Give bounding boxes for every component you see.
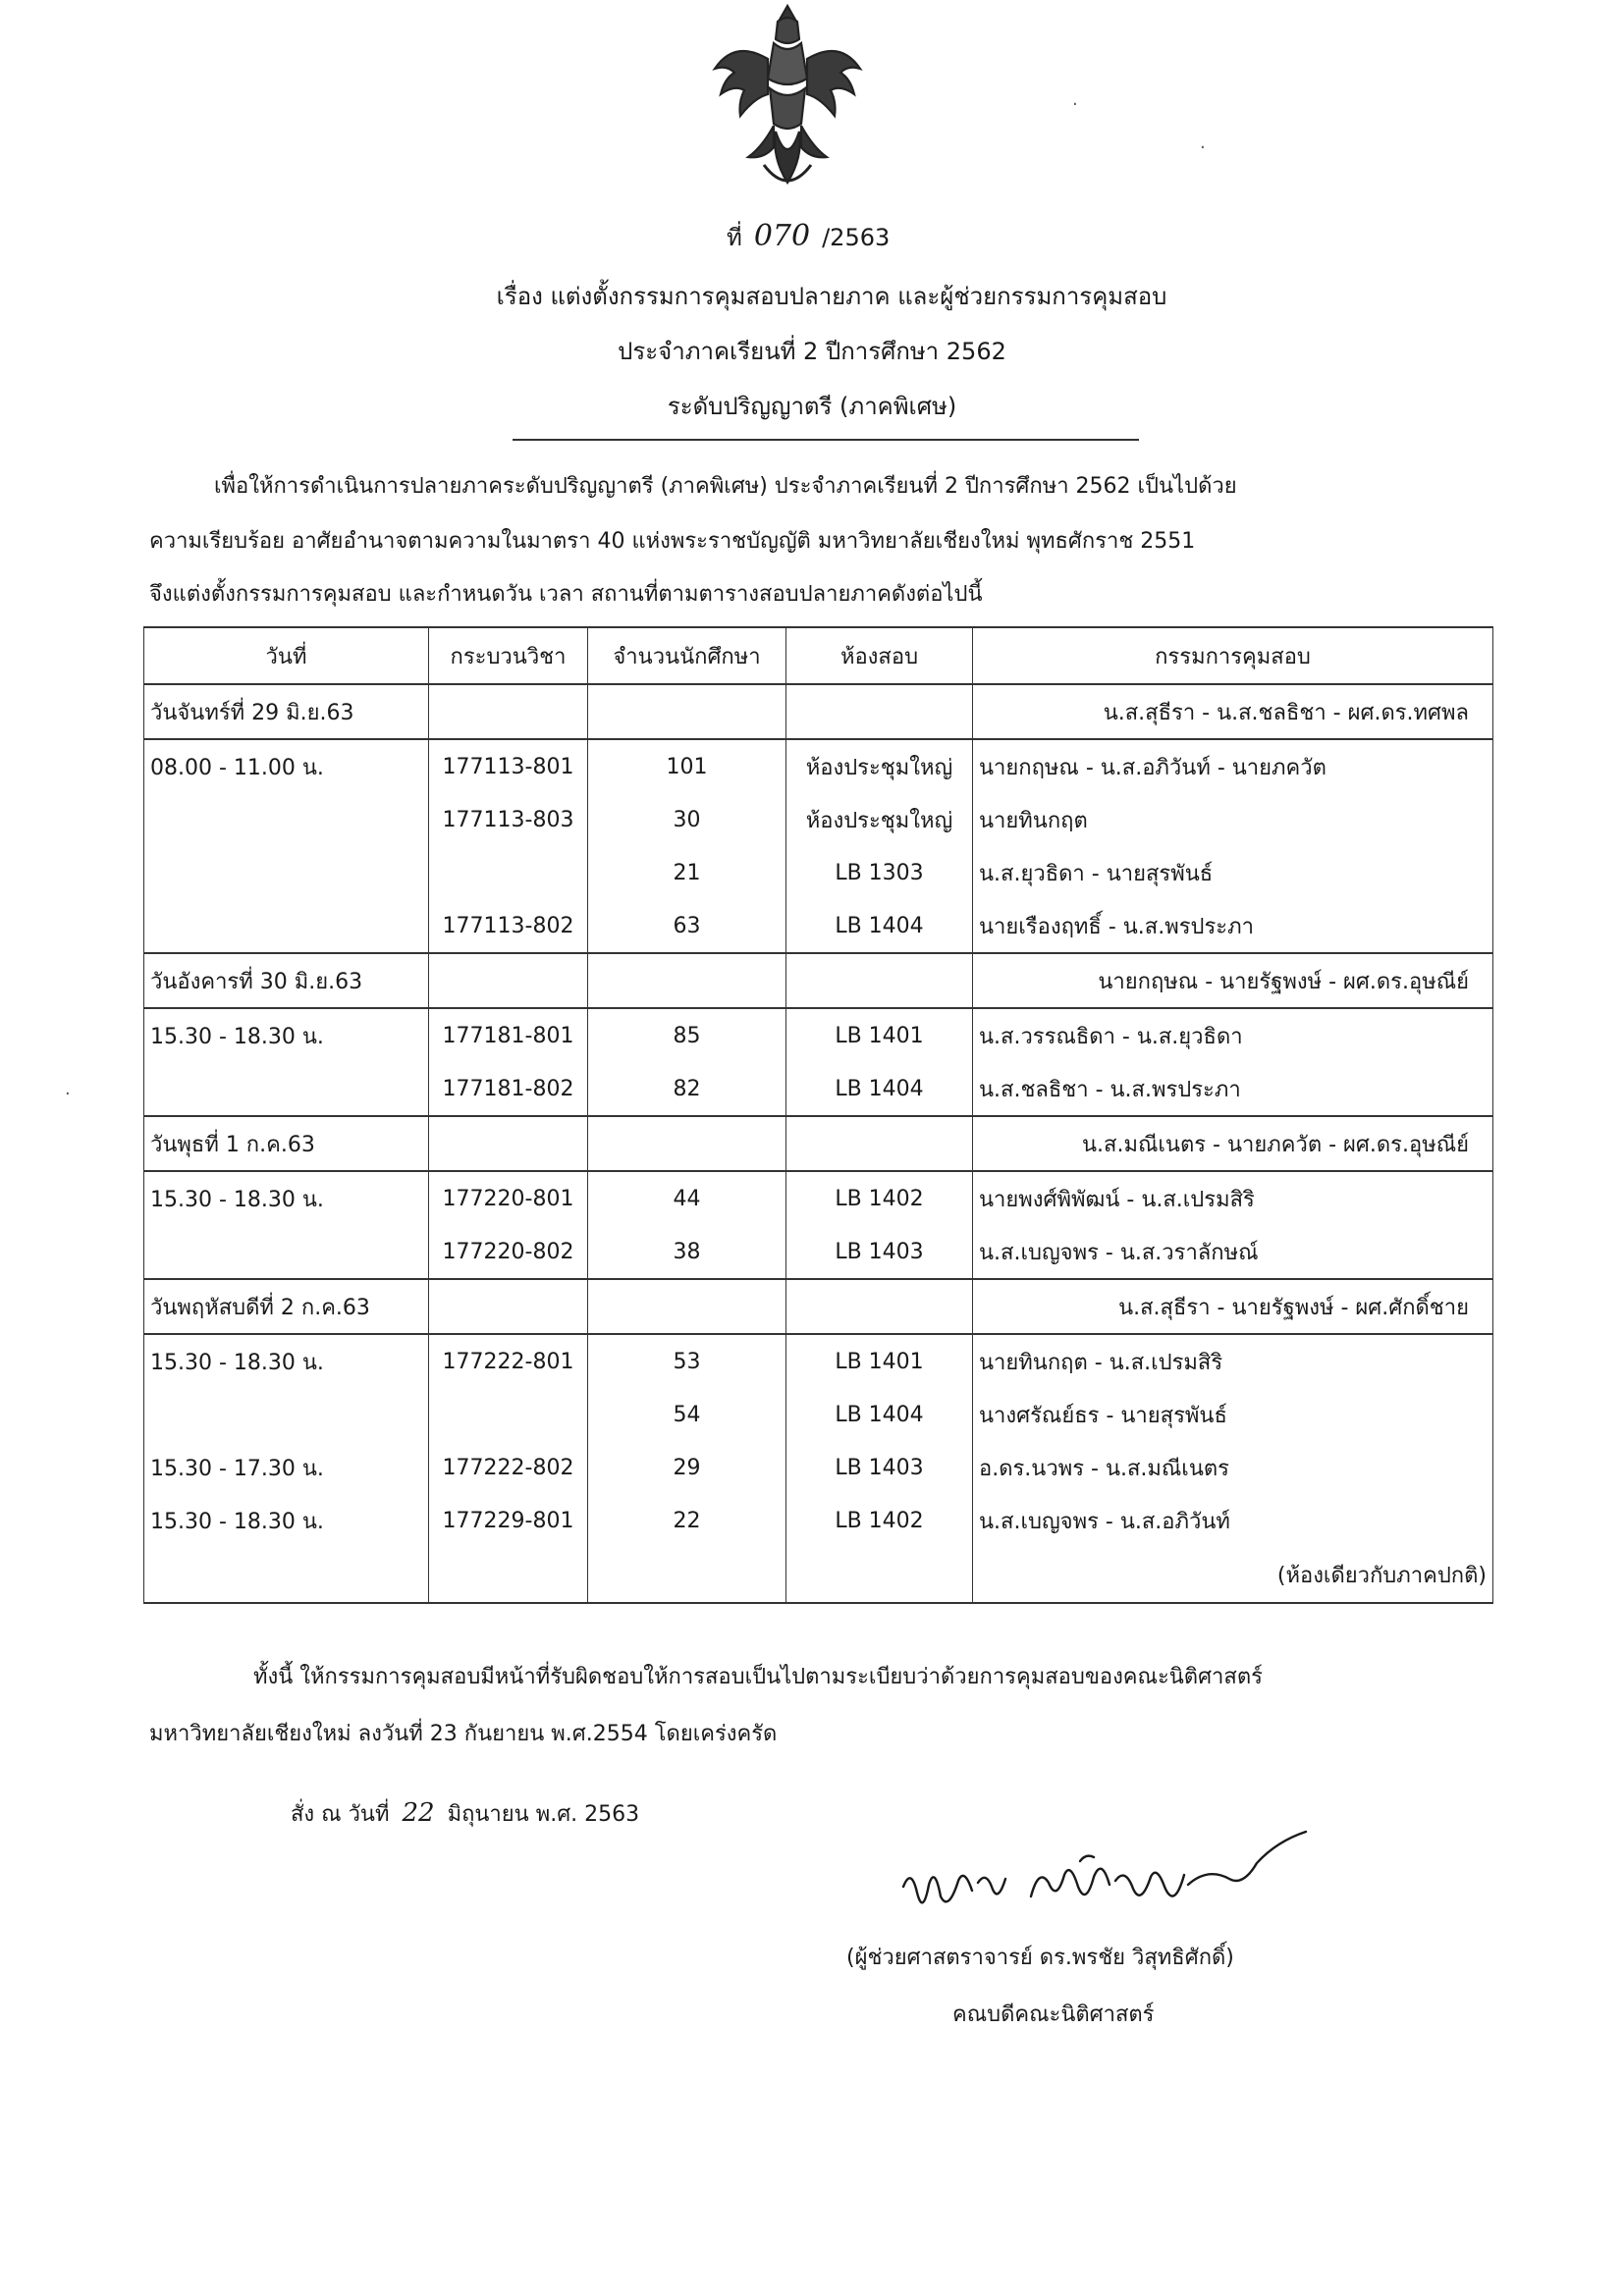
table-row	[144, 1388, 1493, 1441]
given-date	[291, 1796, 639, 1831]
exam-time	[144, 846, 429, 899]
header-divider	[513, 439, 1139, 441]
proctor-names: น.ส.วรรณธิดา - น.ส.ยุวธิดา	[973, 1008, 1493, 1062]
table-note-row	[144, 1547, 1493, 1603]
table-row	[144, 1494, 1493, 1547]
day-label: วันพุธที่ 1 ก.ค.63	[144, 1116, 429, 1171]
exam-room: LB 1404	[786, 899, 973, 953]
proctor-names: น.ส.เบญจพร - น.ส.วราลักษณ์	[973, 1225, 1493, 1279]
student-count: 38	[588, 1225, 786, 1279]
room-note: (ห้องเดียวกับภาคปกติ)	[973, 1547, 1493, 1603]
student-count: 82	[588, 1062, 786, 1116]
course-code: 177113-803	[429, 793, 588, 846]
course-code: 177222-801	[429, 1334, 588, 1388]
student-count: 63	[588, 899, 786, 953]
exam-time	[144, 899, 429, 953]
course-code: 177222-802	[429, 1441, 588, 1494]
course-code: 177181-802	[429, 1062, 588, 1116]
course-code: 177229-801	[429, 1494, 588, 1547]
proctor-names: น.ส.เบญจพร - น.ส.อภิวันท์	[973, 1494, 1493, 1547]
order-number	[727, 218, 890, 256]
exam-room: LB 1303	[786, 846, 973, 899]
table-row	[144, 1008, 1493, 1062]
exam-time	[144, 1225, 429, 1279]
table-row	[144, 1441, 1493, 1494]
day-supervisors: น.ส.มณีเนตร - นายภควัต - ผศ.ดร.อุษณีย์	[973, 1116, 1493, 1171]
day-label: วันจันทร์ที่ 29 มิ.ย.63	[144, 684, 429, 739]
table-row	[144, 899, 1493, 953]
exam-time	[144, 1388, 429, 1441]
scan-speck: ·	[65, 1084, 71, 1104]
day-supervisors: นายกฤษณ - นายรัฐพงษ์ - ผศ.ดร.อุษณีย์	[973, 953, 1493, 1008]
closing-line-1: ทั้งนี้ ให้กรรมการคุมสอบมีหน้าที่รับผิดชอบให้การสอบเป็นไปตามระเบียบว่าด้วยการคุมสอบของคณะนิติศาสตร์	[253, 1665, 1263, 1689]
exam-room: LB 1402	[786, 1494, 973, 1547]
exam-time	[144, 793, 429, 846]
day-row	[144, 1116, 1493, 1171]
proctor-names: น.ส.ยุวธิดา - นายสุรพันธ์	[973, 846, 1493, 899]
day-row	[144, 1279, 1493, 1334]
proctor-names: นายกฤษณ - น.ส.อภิวันท์ - นายภควัต	[973, 739, 1493, 793]
course-code	[429, 846, 588, 899]
order-level: ระดับปริญญาตรี (ภาคพิเศษ)	[667, 393, 957, 420]
proctor-names: นายทินกฤต	[973, 793, 1493, 846]
order-year: /2563	[822, 224, 891, 251]
header-course: กระบวนวิชา	[429, 627, 588, 684]
exam-time: 15.30 - 17.30 น.	[144, 1441, 429, 1494]
table-row	[144, 1062, 1493, 1116]
day-row	[144, 684, 1493, 739]
exam-room: LB 1404	[786, 1388, 973, 1441]
course-code: 177181-801	[429, 1008, 588, 1062]
order-semester: ประจำภาคเรียนที่ 2 ปีการศึกษา 2562	[618, 338, 1006, 365]
order-number-value: 070	[753, 219, 811, 253]
exam-time: 15.30 - 18.30 น.	[144, 1171, 429, 1225]
header-room: ห้องสอบ	[786, 627, 973, 684]
exam-room: LB 1401	[786, 1008, 973, 1062]
exam-room: ห้องประชุมใหญ่	[786, 793, 973, 846]
course-code: 177220-802	[429, 1225, 588, 1279]
exam-time: 08.00 - 11.00 น.	[144, 739, 429, 793]
intro-line-1: เพื่อให้การดำเนินการปลายภาคระดับปริญญาตรี (ภาคพิเศษ) ประจำภาคเรียนที่ 2 ปีการศึกษา 2562 เป็นไปด้วย	[214, 474, 1237, 499]
given-month-year: มิถุนายน พ.ศ. 2563	[447, 1802, 640, 1827]
closing-line-2: มหาวิทยาลัยเชียงใหม่ ลงวันที่ 23 กันยายน พ.ศ.2554 โดยเคร่งครัด	[149, 1722, 778, 1746]
garuda-emblem-icon	[705, 0, 870, 196]
order-prefix: ที่	[727, 224, 742, 251]
exam-time: 15.30 - 18.30 น.	[144, 1494, 429, 1547]
day-supervisors: น.ส.สุธีรา - นายรัฐพงษ์ - ผศ.ศักดิ์ชาย	[973, 1279, 1493, 1334]
table-row	[144, 793, 1493, 846]
student-count: 44	[588, 1171, 786, 1225]
course-code: 177113-802	[429, 899, 588, 953]
student-count: 30	[588, 793, 786, 846]
student-count: 29	[588, 1441, 786, 1494]
handwritten-signature	[884, 1828, 1316, 1936]
exam-time	[144, 1062, 429, 1116]
day-label: วันพฤหัสบดีที่ 2 ก.ค.63	[144, 1279, 429, 1334]
table-row	[144, 846, 1493, 899]
table-row	[144, 1334, 1493, 1388]
header-date: วันที่	[144, 627, 429, 684]
student-count: 21	[588, 846, 786, 899]
course-code: 177113-801	[429, 739, 588, 793]
proctor-names: นายทินกฤต - น.ส.เปรมสิริ	[973, 1334, 1493, 1388]
exam-room: LB 1402	[786, 1171, 973, 1225]
table-row	[144, 739, 1493, 793]
exam-room: LB 1403	[786, 1441, 973, 1494]
exam-time: 15.30 - 18.30 น.	[144, 1008, 429, 1062]
day-supervisors: น.ส.สุธีรา - น.ส.ชลธิชา - ผศ.ดร.ทศพล	[973, 684, 1493, 739]
exam-room: ห้องประชุมใหญ่	[786, 739, 973, 793]
scan-speck: ·	[1200, 137, 1206, 158]
proctor-names: นายพงศ์พิพัฒน์ - น.ส.เปรมสิริ	[973, 1171, 1493, 1225]
proctor-names: อ.ดร.นวพร - น.ส.มณีเนตร	[973, 1441, 1493, 1494]
exam-time: 15.30 - 18.30 น.	[144, 1334, 429, 1388]
proctor-names: น.ส.ชลธิชา - น.ส.พรประภา	[973, 1062, 1493, 1116]
exam-room: LB 1403	[786, 1225, 973, 1279]
proctor-names: นายเรืองฤทธิ์ - น.ส.พรประภา	[973, 899, 1493, 953]
intro-line-3: จึงแต่งตั้งกรรมการคุมสอบ และกำหนดวัน เวลา สถานที่ตามตารางสอบปลายภาคดังต่อไปนี้	[149, 582, 983, 607]
header-proctors: กรรมการคุมสอบ	[973, 627, 1493, 684]
table-header-row	[144, 627, 1493, 684]
proctor-names: นางศรัณย์ธร - นายสุรพันธ์	[973, 1388, 1493, 1441]
exam-schedule-table	[143, 626, 1493, 1604]
signer-position: คณบดีคณะนิติศาสตร์	[952, 2002, 1155, 2027]
day-label: วันอังคารที่ 30 มิ.ย.63	[144, 953, 429, 1008]
student-count: 22	[588, 1494, 786, 1547]
intro-line-2: ความเรียบร้อย อาศัยอำนาจตามความในมาตรา 40 แห่งพระราชบัญญัติ มหาวิทยาลัยเชียงใหม่ พุทธศักราช 2551	[149, 529, 1196, 554]
student-count: 101	[588, 739, 786, 793]
given-prefix: สั่ง ณ วันที่	[291, 1802, 390, 1827]
day-row	[144, 953, 1493, 1008]
course-code	[429, 1388, 588, 1441]
table-row	[144, 1225, 1493, 1279]
table-row	[144, 1171, 1493, 1225]
given-day: 22	[402, 1798, 435, 1828]
student-count: 53	[588, 1334, 786, 1388]
student-count: 85	[588, 1008, 786, 1062]
exam-room: LB 1404	[786, 1062, 973, 1116]
order-subject: เรื่อง แต่งตั้งกรรมการคุมสอบปลายภาค และผู้ช่วยกรรมการคุมสอบ	[496, 283, 1167, 310]
signer-name: (ผู้ช่วยศาสตราจารย์ ดร.พรชัย วิสุทธิศักดิ์)	[846, 1946, 1234, 1970]
exam-room: LB 1401	[786, 1334, 973, 1388]
course-code: 177220-801	[429, 1171, 588, 1225]
header-count: จำนวนนักศึกษา	[588, 627, 786, 684]
scan-speck: ·	[1072, 94, 1078, 115]
student-count: 54	[588, 1388, 786, 1441]
